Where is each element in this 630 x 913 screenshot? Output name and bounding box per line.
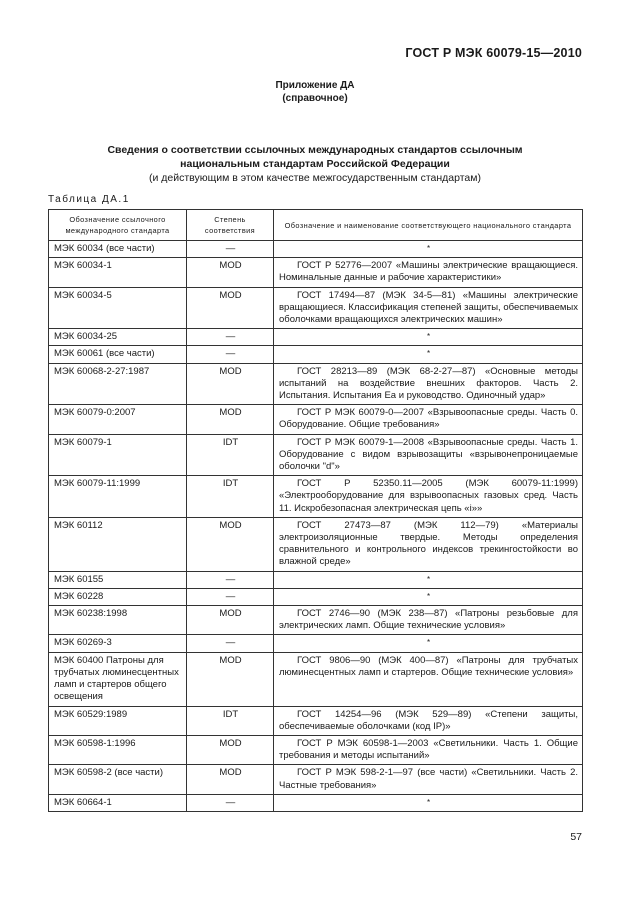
annex-title: Приложение ДА [275, 80, 355, 91]
table-row [49, 606, 583, 635]
reference-standard-cell: МЭК 60664-1 [49, 794, 187, 811]
table-row [49, 652, 583, 706]
national-standard-cell: ГОСТ Р МЭК 60079-0—2007 «Взрывоопасные среды. Часть 0. Оборудование. Общие требования» [274, 405, 583, 434]
reference-standard-cell: МЭК 60269-3 [49, 635, 187, 652]
degree-cell: — [187, 346, 274, 363]
table-row [49, 706, 583, 735]
reference-standard-cell: МЭК 60400 Патроны для трубчатых люминесцентных ламп и стартеров общего освещения [49, 652, 187, 706]
national-standard-cell: ГОСТ 28213—89 (МЭК 68-2-27—87) «Основные методы испытаний на воздействие внешних факторов. Часть 2. Испытания. Испытания Ea и руководство. Одиночный удар» [274, 363, 583, 405]
national-standard-cell: * [274, 346, 583, 363]
national-standard-cell: ГОСТ Р МЭК 60598-1—2003 «Светильники. Часть 1. Общие требования и методы испытаний» [274, 735, 583, 764]
table-row [49, 571, 583, 588]
degree-cell: MOD [187, 363, 274, 405]
reference-standard-cell: МЭК 60034-1 [49, 258, 187, 287]
national-standard-cell: * [274, 794, 583, 811]
heading-line-1: Сведения о соответствии ссылочных международных стандартов ссылочным [107, 144, 523, 156]
national-standard-cell: ГОСТ 27473—87 (МЭК 112—79) «Материалы электроизоляционные твердые. Методы определения сравнительного и контрольного индексов трекингостойкости во влажной среде» [274, 517, 583, 571]
national-standard-cell: * [274, 588, 583, 605]
table-row [49, 635, 583, 652]
degree-cell: MOD [187, 652, 274, 706]
reference-standard-cell: МЭК 60079-11:1999 [49, 476, 187, 518]
section-heading [60, 143, 570, 185]
reference-standard-cell: МЭК 60112 [49, 517, 187, 571]
degree-cell: — [187, 794, 274, 811]
degree-cell: MOD [187, 287, 274, 329]
degree-cell: MOD [187, 258, 274, 287]
national-standard-cell: * [274, 571, 583, 588]
national-standard-cell: ГОСТ 2746—90 (МЭК 238—87) «Патроны резьбовые для электрических ламп. Общие технические условия» [274, 606, 583, 635]
national-standard-cell: ГОСТ Р МЭК 60079-1—2008 «Взрывоопасные среды. Часть 1. Оборудование с видом взрывозащиты «взрывонепроницаемые оболочки "d"» [274, 434, 583, 476]
table-row [49, 363, 583, 405]
reference-standard-cell: МЭК 60529:1989 [49, 706, 187, 735]
table-row [49, 287, 583, 329]
table-label: Таблица ДА.1 [48, 194, 130, 205]
reference-standard-cell: МЭК 60034 (все части) [49, 241, 187, 258]
national-standard-cell: * [274, 329, 583, 346]
reference-standard-cell: МЭК 60598-2 (все части) [49, 765, 187, 794]
national-standard-cell: * [274, 241, 583, 258]
correspondence-table [48, 209, 583, 812]
table-row [49, 476, 583, 518]
degree-cell: MOD [187, 735, 274, 764]
reference-standard-cell: МЭК 60079-0:2007 [49, 405, 187, 434]
national-standard-cell: ГОСТ 17494—87 (МЭК 34-5—81) «Машины электрические вращающиеся. Классификация степеней защиты, обеспечиваемых оболочками вращающихся электрических машин» [274, 287, 583, 329]
table-row [49, 405, 583, 434]
national-standard-cell: ГОСТ 14254—96 (МЭК 529—89) «Степени защиты, обеспечиваемые оболочками (код IP)» [274, 706, 583, 735]
degree-cell: MOD [187, 405, 274, 434]
header-degree: Степень соответствия [187, 210, 274, 241]
heading-line-3: (и действующим в этом качестве межгосударственным стандартам) [149, 172, 481, 184]
reference-standard-cell: МЭК 60228 [49, 588, 187, 605]
table-row [49, 241, 583, 258]
national-standard-cell: ГОСТ Р МЭК 598-2-1—97 (все части) «Светильники. Часть 2. Частные требования» [274, 765, 583, 794]
table-row [49, 346, 583, 363]
page-number: 57 [570, 831, 582, 843]
table-row [49, 794, 583, 811]
reference-standard-cell: МЭК 60034-5 [49, 287, 187, 329]
table-row [49, 517, 583, 571]
degree-cell: — [187, 329, 274, 346]
table-row [49, 258, 583, 287]
degree-cell: — [187, 588, 274, 605]
reference-standard-cell: МЭК 60034-25 [49, 329, 187, 346]
header-national-standard: Обозначение и наименование соответствующего национального стандарта [274, 210, 583, 241]
national-standard-cell: * [274, 635, 583, 652]
standard-designation: ГОСТ Р МЭК 60079-15—2010 [405, 46, 582, 60]
national-standard-cell: ГОСТ Р 52776—2007 «Машины электрические вращающиеся. Номинальные данные и рабочие характеристики» [274, 258, 583, 287]
degree-cell: MOD [187, 517, 274, 571]
table-row [49, 588, 583, 605]
degree-cell: — [187, 571, 274, 588]
degree-cell: IDT [187, 434, 274, 476]
national-standard-cell: ГОСТ Р 52350.11—2005 (МЭК 60079-11:1999) «Электрооборудование для взрывоопасных газовых сред. Часть 11. Искробезопасная электрическая цепь «i»» [274, 476, 583, 518]
reference-standard-cell: МЭК 60079-1 [49, 434, 187, 476]
degree-cell: IDT [187, 706, 274, 735]
degree-cell: IDT [187, 476, 274, 518]
heading-line-2: национальным стандартам Российской Федерации [180, 158, 450, 170]
degree-cell: MOD [187, 765, 274, 794]
table-row [49, 765, 583, 794]
degree-cell: — [187, 241, 274, 258]
header-reference-standard: Обозначение ссылочного международного стандарта [49, 210, 187, 241]
reference-standard-cell: МЭК 60598-1:1996 [49, 735, 187, 764]
degree-cell: — [187, 635, 274, 652]
reference-standard-cell: МЭК 60068-2-27:1987 [49, 363, 187, 405]
annex-subtitle: (справочное) [282, 93, 348, 104]
degree-cell: MOD [187, 606, 274, 635]
table-row [49, 329, 583, 346]
reference-standard-cell: МЭК 60238:1998 [49, 606, 187, 635]
table-header-row [49, 210, 583, 241]
reference-standard-cell: МЭК 60155 [49, 571, 187, 588]
reference-standard-cell: МЭК 60061 (все части) [49, 346, 187, 363]
table-row [49, 434, 583, 476]
table-row [49, 735, 583, 764]
national-standard-cell: ГОСТ 9806—90 (МЭК 400—87) «Патроны для трубчатых люминесцентных ламп и стартеров. Общие технические условия» [274, 652, 583, 706]
